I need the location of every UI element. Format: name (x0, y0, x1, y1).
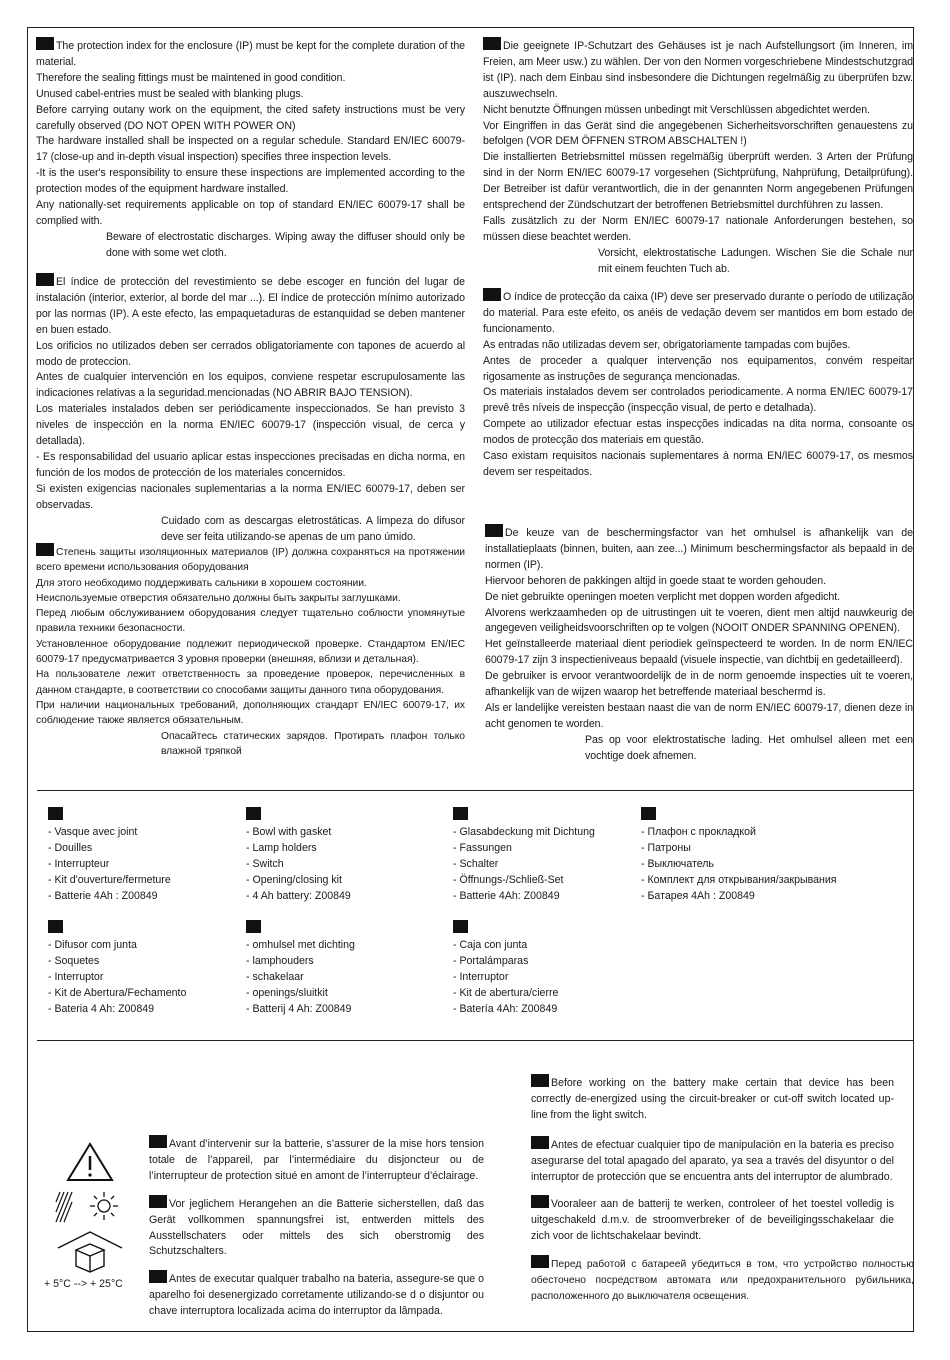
parts-ru: - Плафон с прокладкой - Патроны - Выключатель - Комплект для открывания/закрывания - Батарея 4Ah : Z00849 (641, 807, 837, 904)
flag-marker (531, 1074, 549, 1087)
battery-middle-column: Avant d’intervenir sur la batterie, s’assurer de la mise hors tension totale de l’appareil, par l’intermédiaire du disjoncteur ou de l’interrupteur de protection situé en amont de l’interrupteur d’éclairage. Vor jeglichem Herangehen an die Batterie sicherstellen, daß das Gerät vollkommen spannungsfrei ist, entwerden mittels des Ausstellschaters oder mittels des sich oberstromig des Schutzschalters. Antes de executar qualquer trabalho na bateria, assegure-se que o aparelho foi desenergizado corretamente utilizando-se d o disjuntor ou chave interruptora localizada acima do interruptor da lâmpada. (149, 1135, 484, 1320)
divider-1 (37, 790, 913, 791)
flag-marker (36, 37, 54, 50)
flag-marker (149, 1195, 167, 1208)
flag-marker (531, 1255, 549, 1268)
flag-marker (246, 807, 261, 820)
flag-marker (149, 1270, 167, 1283)
section-pt: O índice de protecção da caixa (IP) deve ser preservado durante o período de utilização do material. Para este efeito, os anéis de vedação devem ser mantidos em bom estado de funcionamento. As entradas não utilizadas devem ser, obrigatoriamente tampadas com bujões. Antes de proceder a qualquer intervenção nos equipamentos, convém respeitar rigosamente as instruções de segurança mencionadas. Os materiais instalados devem ser controlados periodicamente. A norma EN/IEC 60079-17 prevê três níveis de inspecção (inspecção visual, de perto e detalhada). Compete ao utilizador efectuar estas inspecções indicadas na dita norma, consoante os modos de protecção dos materiais em questão. Caso existam requisitos nacionais suplementares à norma EN/IEC 60079-17, os mesmos devem ser respeitados. (483, 288, 913, 481)
section-ru: Степень защиты изоляционных материалов (IP) должна сохраняться на протяжении всего времени использования оборудования Для этого необходимо поддерживать сальники в хорошем состоянии. Неиспользуемые отверстия обязательно должны быть закрыты заглушками. Перед любым обслуживанием оборудования следует тщательно соблюсти упомянутые правила техники безопасности. Установленное оборудование подлежит периодической проверке. Стандартом EN/IEC 60079-17 предусматривается 3 уровня проверки (внешняя, вблизи и детальная). На пользователе лежит ответственность за проведение проверок, перечисленных в данном стандарте, в соответствии со способами защиты данного типа оборудования. При наличии национальных требований, дополняющих стандарт EN/IEC 60079-17, их соблюдение также является обязательным. Опасайтесь статических зарядов. Протирать плафон только влажной тряпкой (36, 543, 465, 759)
section-es: El índice de protección del revestimiento se debe escoger en función del lugar de instalación (interior, exterior, al borde del mar ...). El índice de protección mínimo autorizado por las normas (IP). A este efecto, las empaquetaduras de estanquidad se deben mantener en buen estado. Los orificios no utilizados deben ser cerrados obligatoriamente con tapones de acuerdo al modo de proteccion. Antes de cualquier intervención en los equipos, conviene respetar escrupulosamente las indicaciones relativas a la seguridad.mencionadas (NO ABRIR BAJO TENSION). Los materiales instalados deben ser periódicamente inspeccionados. Se han previsto 3 niveles de inspección en la norma EN/IEC 60079-17 (inspección visual, de cerca y detallada). - Es responsabilidad del usuario aplicar estas inspecciones precisadas en dicha norma, en función de los modos de protección de los materiales concernidos. Si existen exigencias nacionales suplementarias a la norma EN/IEC 60079-17, deben ser observadas. Cuidado com as descargas eletrostáticas. A limpeza do difusor deve ser feita utilizando-se apenas de um pano úmido. (36, 273, 465, 545)
parts-pt: - Difusor com junta - Soquetes - Interruptor - Kit de Abertura/Fechamento - Bateria 4 Ah: Z00849 (48, 920, 186, 1017)
storage-icons (40, 1140, 140, 1285)
flag-marker (48, 920, 63, 933)
flag-marker (483, 288, 501, 301)
parts-en: - Bowl with gasket - Lamp holders - Switch - Opening/closing kit - 4 Ah battery: Z00849 (246, 807, 351, 904)
flag-marker (483, 37, 501, 50)
rain-icon (56, 1192, 72, 1222)
flag-marker (149, 1135, 167, 1148)
parts-nl: - omhulsel met dichting - lamphouders - schakelaar - openings/sluitkit - Batterij 4 Ah: Z00849 (246, 920, 355, 1017)
parts-es: - Caja con junta - Portalámparas - Interruptor - Kit de abertura/cierre - Batería 4Ah: Z00849 (453, 920, 558, 1017)
flag-marker (641, 807, 656, 820)
flag-marker (36, 543, 54, 556)
warning-icon (40, 1140, 140, 1280)
flag-marker (453, 807, 468, 820)
flag-marker (246, 920, 261, 933)
indoor-storage-icon (58, 1232, 122, 1272)
temperature-range: + 5°C --> + 25°C (44, 1278, 123, 1290)
flag-marker (531, 1195, 549, 1208)
flag-marker (48, 807, 63, 820)
flag-marker (485, 524, 503, 537)
battery-right-column: Before working on the battery make certain that device has been correctly de-energized using the circuit-breaker or cut-off switch located up-line from the light switch. Antes de efectuar cualquier tipo de manipulación en la bateria es preciso asegurarse del total apagado del aparato, ya sea a través del disyuntor o del interruptor de protección que se encuentra ants del interruptor de alumbrado. Vooraleer aan de batterij te werken, controleer of het toestel volledig is uitgeschakeld d.m.v. de stroomverbreker of de beveiligingsschakelaar die zich voor de lichtschakelaar bevindt. Перед работой с батареей убедиться в том, что устройство полностью обесточено посредством автомата или предохранительного рубильника, расположенного до выключателя освещения. (531, 1074, 894, 1305)
section-de: Die geeignete IP-Schutzart des Gehäuses ist je nach Aufstellungsort (im Inneren, im Freien, am Meer usw.) zu wählen. Der von den Normen vorgeschriebene Mindestschutzgrad ist (IP). nach dem Einbau sind insbesondere die Dichtungen regelmäßig zu überprüfen bzw. auszuwechseln. Nicht benutzte Öffnungen müssen unbedingt mit Verschlüssen abgedichtet werden. Vor Eingriffen in das Gerät sind die angegebenen Sicherheitsvorschriften genauestens zu befolgen (VOR DEM ÖFFNEN STROM ABSCHALTEN !) Die installierten Betriebsmittel müssen regelmäßig überprüft werden. 3 Arten der Prüfung sind in der Norm EN/IEC 60079-17 vorgesehen (Sichtprüfung, Nahprüfung, Detailprüfung). Der Betreiber ist dafür verantwortlich, die in der genannten Norm angegebenen Prüfungen entsprechend der Zündschutzart der betroffenen Betriebsmittel durchführen zu lassen. Falls zusätzlich zu der Norm EN/IEC 60079-17 nationale Anforderungen bestehen, so müssen diese beachtet werden. Vorsicht, elektrostatische Ladungen. Wischen Sie die Schale nur mit einem feuchten Tuch ab. (483, 37, 913, 278)
parts-de: - Glasabdeckung mit Dichtung - Fassungen - Schalter - Öffnungs-/Schließ-Set - Batterie 4Ah: Z00849 (453, 807, 595, 904)
flag-marker (453, 920, 468, 933)
section-nl: De keuze van de beschermingsfactor van het omhulsel is afhankelijk van de installatieplaats (binnen, buiten, aan zee...) Minimum beschermingsfactor als bepaald in de normen (IP). Hiervoor behoren de pakkingen altijd in goede staat te worden gehouden. De niet gebruikte openingen moeten verplicht met doppen worden afgedicht. Alvorens werkzaamheden op de uitrustingen uit te voeren, dient men altijd nauwkeurig de angegeven veiligheidsvoorschriften op te volgen (NOOIT ONDER SPANNING OPENEN). Het geïnstalleerde materiaal dient periodiek geïnspecteerd te worden. In de norm EN/IEC 60079-17 zijn 3 inspectieniveaus bepaald (visuele inspectie, van dichtbij en gedetailleerd). De gebruiker is ervoor verantwoordelijk de in de norm genoemde inspecties uit te voeren, afhankelijk van de wijzen waarop het betreffende materiaal beschermd is. Als er landelijke vereisten bestaan naast die van de norm EN/IEC 60079-17, dienen deze in acht genomen te worden. Pas op voor elektrostatische lading. Het omhulsel alleen met een vochtige doek afnemen. (485, 524, 913, 765)
parts-fr: - Vasque avec joint - Douilles - Interrupteur - Kit d'ouverture/fermeture - Batterie 4Ah : Z00849 (48, 807, 171, 904)
flag-marker (531, 1136, 549, 1149)
divider-2 (37, 1040, 913, 1041)
section-en: The protection index for the enclosure (IP) must be kept for the complete duration of the material. Therefore the sealing fittings must be maintened in good condition. Unused cabel-entries must be sealed with blanking plugs. Before carrying outany work on the equipment, the cited safety instructions must be very carefully observed (DO NOT OPEN WITH POWER ON) The hardware installed shall be inspected on a regular schedule. Standard EN/IEC 60079-17 (close-up and in-depth visual inspection) specifies three inspection levels. -It is the user's responsibility to ensure these inspections are implemented according to the protection modes of the equipment hardware installed. Any nationally-set requirements applicable on top of standard EN/IEC 60079-17 shall be complied with. Beware of electrostatic discharges. Wiping away the diffuser should only be done with some wet cloth. (36, 37, 465, 262)
sun-icon (90, 1192, 118, 1220)
flag-marker (36, 273, 54, 286)
